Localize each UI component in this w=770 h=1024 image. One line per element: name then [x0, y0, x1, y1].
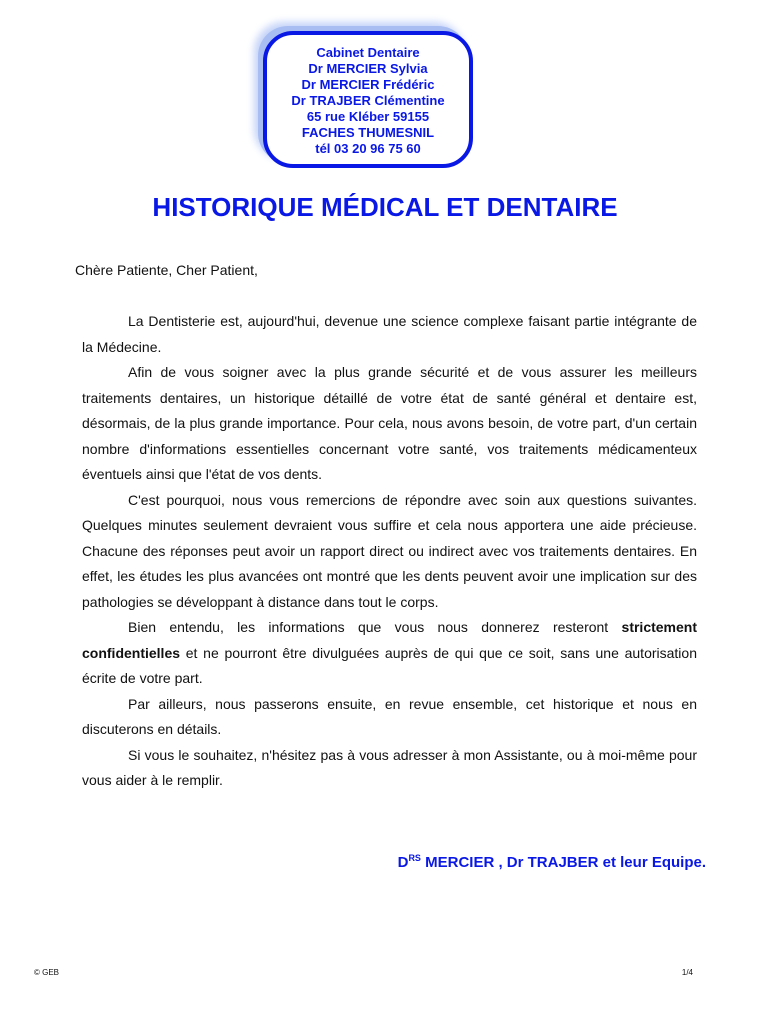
footer-copyright: © GEB	[34, 968, 60, 977]
doctor-3: Dr TRAJBER Clémentine	[291, 93, 445, 108]
doctor-2: Dr MERCIER Frédéric	[301, 77, 435, 92]
confidential-emphasis: strictement confidentielles	[82, 619, 697, 661]
paragraph-6: Si vous le souhaitez, n'hésitez pas à vous adresser à mon Assistante, ou à moi-même pour vous aider à le remplir.	[82, 746, 697, 788]
paragraph-1: La Dentisterie est, aujourd'hui, devenue une science complexe faisant partie intégrante de la Médecine.	[82, 313, 697, 355]
paragraph-2: Afin de vous soigner avec la plus grande sécurité et de vous assurer les meilleurs traitements dentaires, un historique détaillé de votre état de santé général et dentaire est, désormais, de la plus grande importance. Pour cela, nous avons besoin, de votre part, d'un certain nombre d'informations essentielles concernant votre santé, vos traitements médicamenteux éventuels ainsi que l'état de vos dents.	[82, 364, 697, 482]
clinic-name: Cabinet Dentaire	[316, 45, 420, 60]
document-title: HISTORIQUE MÉDICAL ET DENTAIRE	[152, 192, 618, 222]
greeting: Chère Patiente, Cher Patient,	[75, 262, 258, 278]
paragraph-5: Par ailleurs, nous passerons ensuite, en revue ensemble, cet historique et nous en discuterons en détails.	[82, 695, 697, 737]
signature-prefix: D	[397, 854, 409, 871]
page-number: 1/4	[681, 968, 693, 977]
signature-names: MERCIER , Dr TRAJBER et leur Equipe.	[420, 854, 706, 871]
paragraph-4	[82, 615, 697, 692]
doctor-1: Dr MERCIER Sylvia	[308, 61, 428, 76]
paragraph-4-start: Bien entendu, les informations que vous nous donnerez resteront	[128, 619, 622, 635]
paragraph-4-end: et ne pourront être divulguées auprès de qui que ce soit, sans une autorisation écrite de votre part.	[82, 644, 697, 686]
paragraph-3: C'est pourquoi, nous vous remercions de répondre avec soin aux questions suivantes. Quelques minutes seulement devraient vous suffire et cela nous apportera une aide précieuse. Chacune des réponses peut avoir un rapport direct ou indirect avec vos traitements dentaires. En effet, les études les plus avancées ont montré que les dents peuvent avoir une implication sur des pathologies se développant à distance dans tout le corps.	[82, 491, 697, 610]
signature	[398, 847, 706, 874]
clinic-city: FACHES THUMESNIL	[301, 125, 435, 140]
signature-superscript: RS	[408, 853, 421, 863]
clinic-header-box	[263, 31, 473, 168]
clinic-phone: tél 03 20 96 75 60	[315, 141, 421, 156]
clinic-street: 65 rue Kléber 59155	[306, 109, 430, 124]
letter-body	[82, 309, 697, 794]
